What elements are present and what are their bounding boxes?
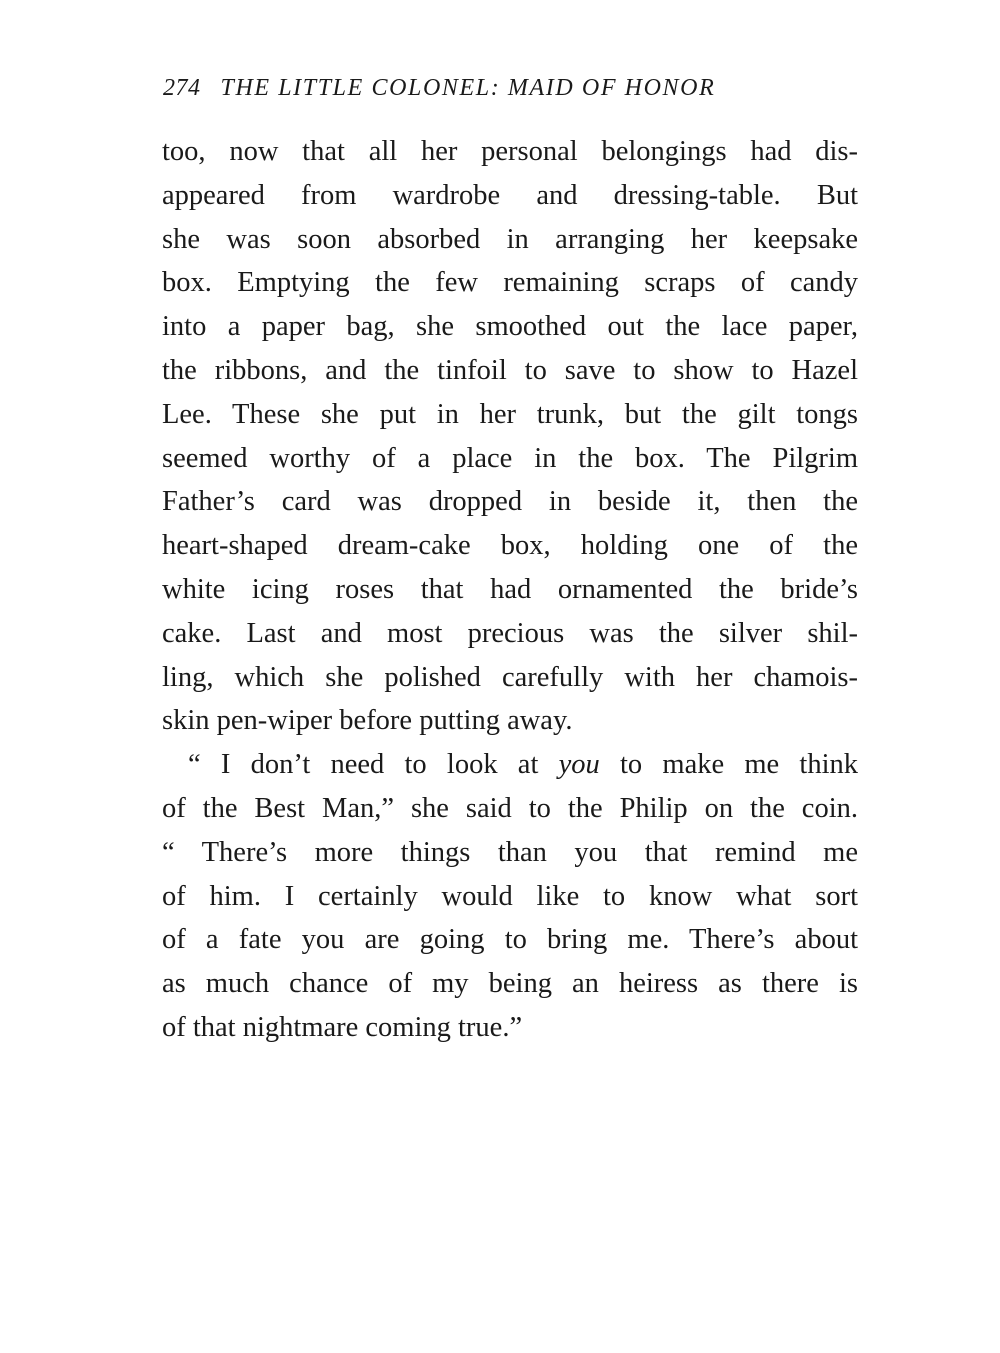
text-line — [162, 743, 858, 787]
emphasis-word: you — [558, 749, 600, 781]
page-number: 274 — [163, 75, 201, 101]
text-line: white icing roses that had ornamented the bride’s — [162, 573, 858, 605]
text-line: “ There’s more things than you that remind me — [162, 836, 858, 868]
text-line: of a fate you are going to bring me. There’s about — [162, 924, 858, 956]
text-line: of him. I certainly would like to know what sort — [162, 880, 858, 912]
text-line: seemed worthy of a place in the box. The Pilgrim — [162, 442, 858, 474]
quote-opening: “ I don’t need to look at — [188, 749, 559, 781]
text-line: appeared from wardrobe and dressing-table. But — [162, 179, 858, 211]
running-title: THE LITTLE COLONEL: MAID OF HONOR — [220, 75, 716, 101]
text-line: into a paper bag, she smoothed out the lace paper, — [162, 311, 858, 343]
text-line: ling, which she polished carefully with her chamois- — [162, 661, 858, 693]
text-line: of the Best Man,” she said to the Philip on the coin. — [162, 792, 858, 824]
text-line: skin pen-wiper before putting away. — [162, 705, 573, 737]
text-line: of that nightmare coming true.” — [162, 1011, 523, 1043]
text-line: she was soon absorbed in arranging her keepsake — [162, 223, 858, 255]
text-line: too, now that all her personal belongings had dis- — [162, 136, 858, 167]
body-text — [162, 130, 858, 1050]
text-line: heart-shaped dream-cake box, holding one of the — [162, 530, 858, 562]
text-line: the ribbons, and the tinfoil to save to show to Hazel — [162, 354, 858, 386]
paragraph-1 — [162, 130, 858, 743]
text-line: as much chance of my being an heiress as there is — [162, 968, 858, 1000]
text-line: box. Emptying the few remaining scraps of candy — [162, 267, 858, 299]
quote-continuation: to make me think — [599, 749, 858, 781]
text-line: Lee. These she put in her trunk, but the gilt tongs — [162, 398, 858, 430]
paragraph-2 — [162, 743, 858, 1050]
text-line: Father’s card was dropped in beside it, then the — [162, 486, 858, 518]
text-line: cake. Last and most precious was the silver shil- — [162, 617, 858, 649]
running-header — [163, 70, 863, 106]
